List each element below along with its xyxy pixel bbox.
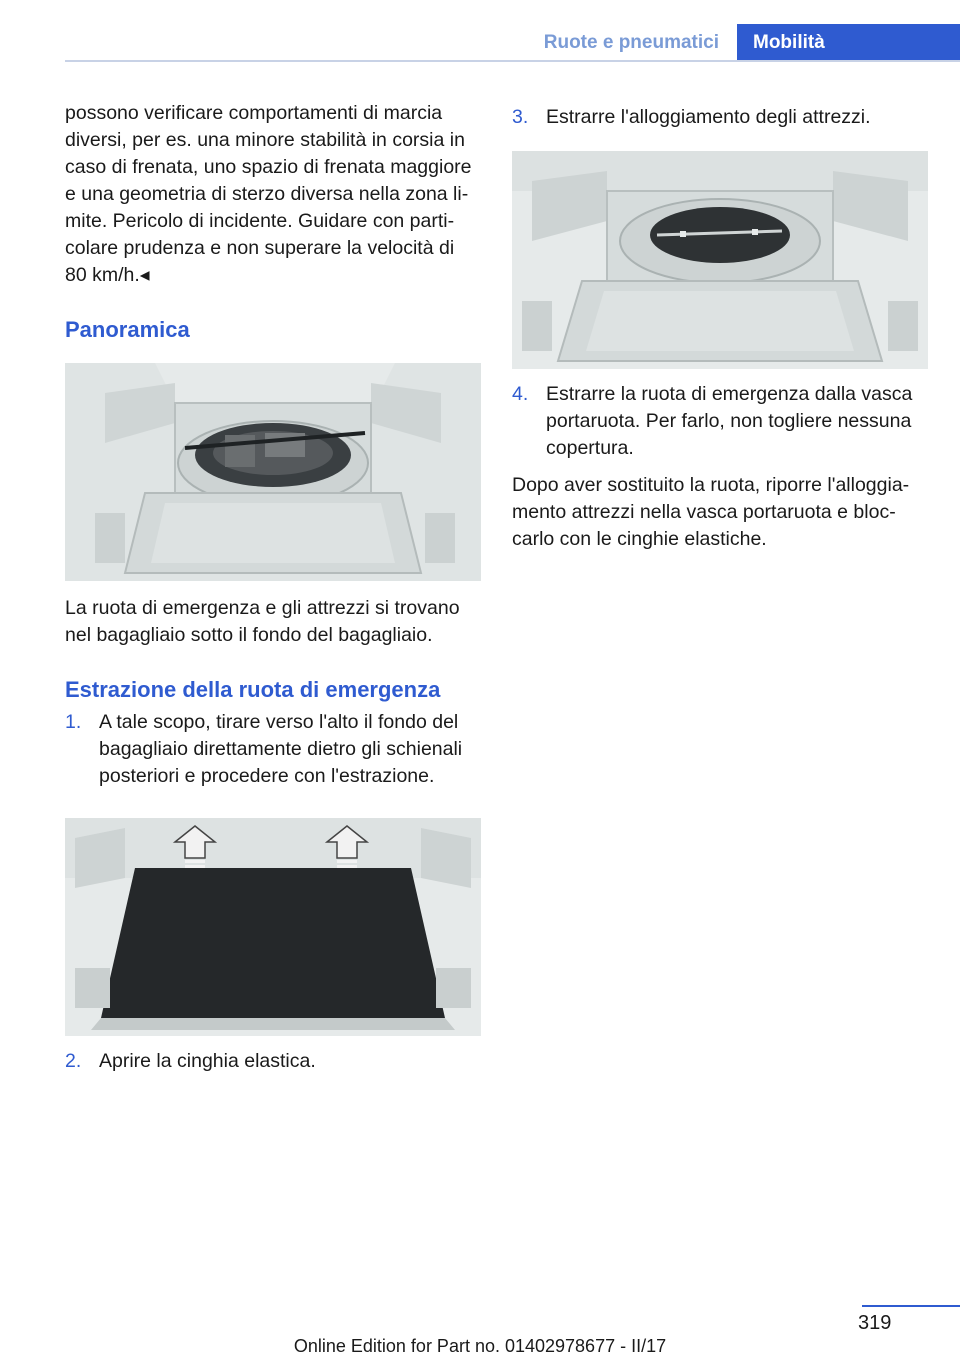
edition-footer: Online Edition for Part no. 01402978677 - II/17 <box>293 1336 667 1356</box>
overview-paragraph: La ruota di emergenza e gli attrezzi si trovano nel bagagliaio sotto il fondo del bagagliaio. <box>65 597 460 646</box>
heading-overview: Panoramica <box>65 317 190 342</box>
step-4 <box>512 381 930 462</box>
header-divider <box>65 60 960 62</box>
step-3-number: 3. <box>512 106 529 128</box>
step-1-number: 1. <box>65 711 82 733</box>
step-1 <box>65 709 483 790</box>
step-2-text: Aprire la cinghia elastica. <box>99 1050 316 1072</box>
step-4-text: Estrarre la ruota di emergenza dalla vasca portaruota. Per farlo, non togliere nessuna copertura. <box>546 383 913 459</box>
figure-spare-wheel-well <box>65 363 481 581</box>
step-4-number: 4. <box>512 383 529 405</box>
tool-case-removal-illustration <box>512 151 928 369</box>
step-1-text: A tale scopo, tirare verso l'alto il fondo del bagagliaio direttamente dietro gli schienali posteriori e procedere con l'estrazione. <box>99 711 463 787</box>
step-2 <box>65 1048 483 1075</box>
trunk-floor-lift-illustration <box>65 818 481 1036</box>
step-3-text: Estrarre l'alloggiamento degli attrezzi. <box>546 106 871 128</box>
page-number: 319 <box>858 1312 892 1334</box>
header-chapter-tab[interactable]: Mobilità <box>737 24 960 62</box>
step-2-number: 2. <box>65 1050 82 1072</box>
right-column <box>512 100 930 553</box>
heading-removal: Estrazione della ruota di emergenza <box>65 677 441 702</box>
spare-wheel-well-illustration <box>65 363 481 581</box>
left-column <box>65 100 483 1075</box>
figure-tool-case-removal <box>512 151 928 369</box>
closing-paragraph: Dopo aver sostituito la ruota, riporre l'alloggia‐ mento attrezzi nella vasca portaruota e bloc‐ carlo con le cinghie elastiche. <box>512 474 910 550</box>
footer-divider <box>862 1305 960 1307</box>
header-section-tab[interactable]: Ruote e pneumatici <box>543 32 719 53</box>
intro-paragraph: possono verificare comportamenti di marcia diversi, per es. una minore stabilità in corsia in caso di frenata, uno spazio di frenata maggiore e una geometria di sterzo diversa nella zona li‐ mite. Pericolo di incidente. Guidare con parti‐ colare prudenza e non superare la velocità di 80 km/h.◂ <box>65 102 472 286</box>
figure-trunk-floor-lift <box>65 818 481 1036</box>
step-3 <box>512 104 930 131</box>
